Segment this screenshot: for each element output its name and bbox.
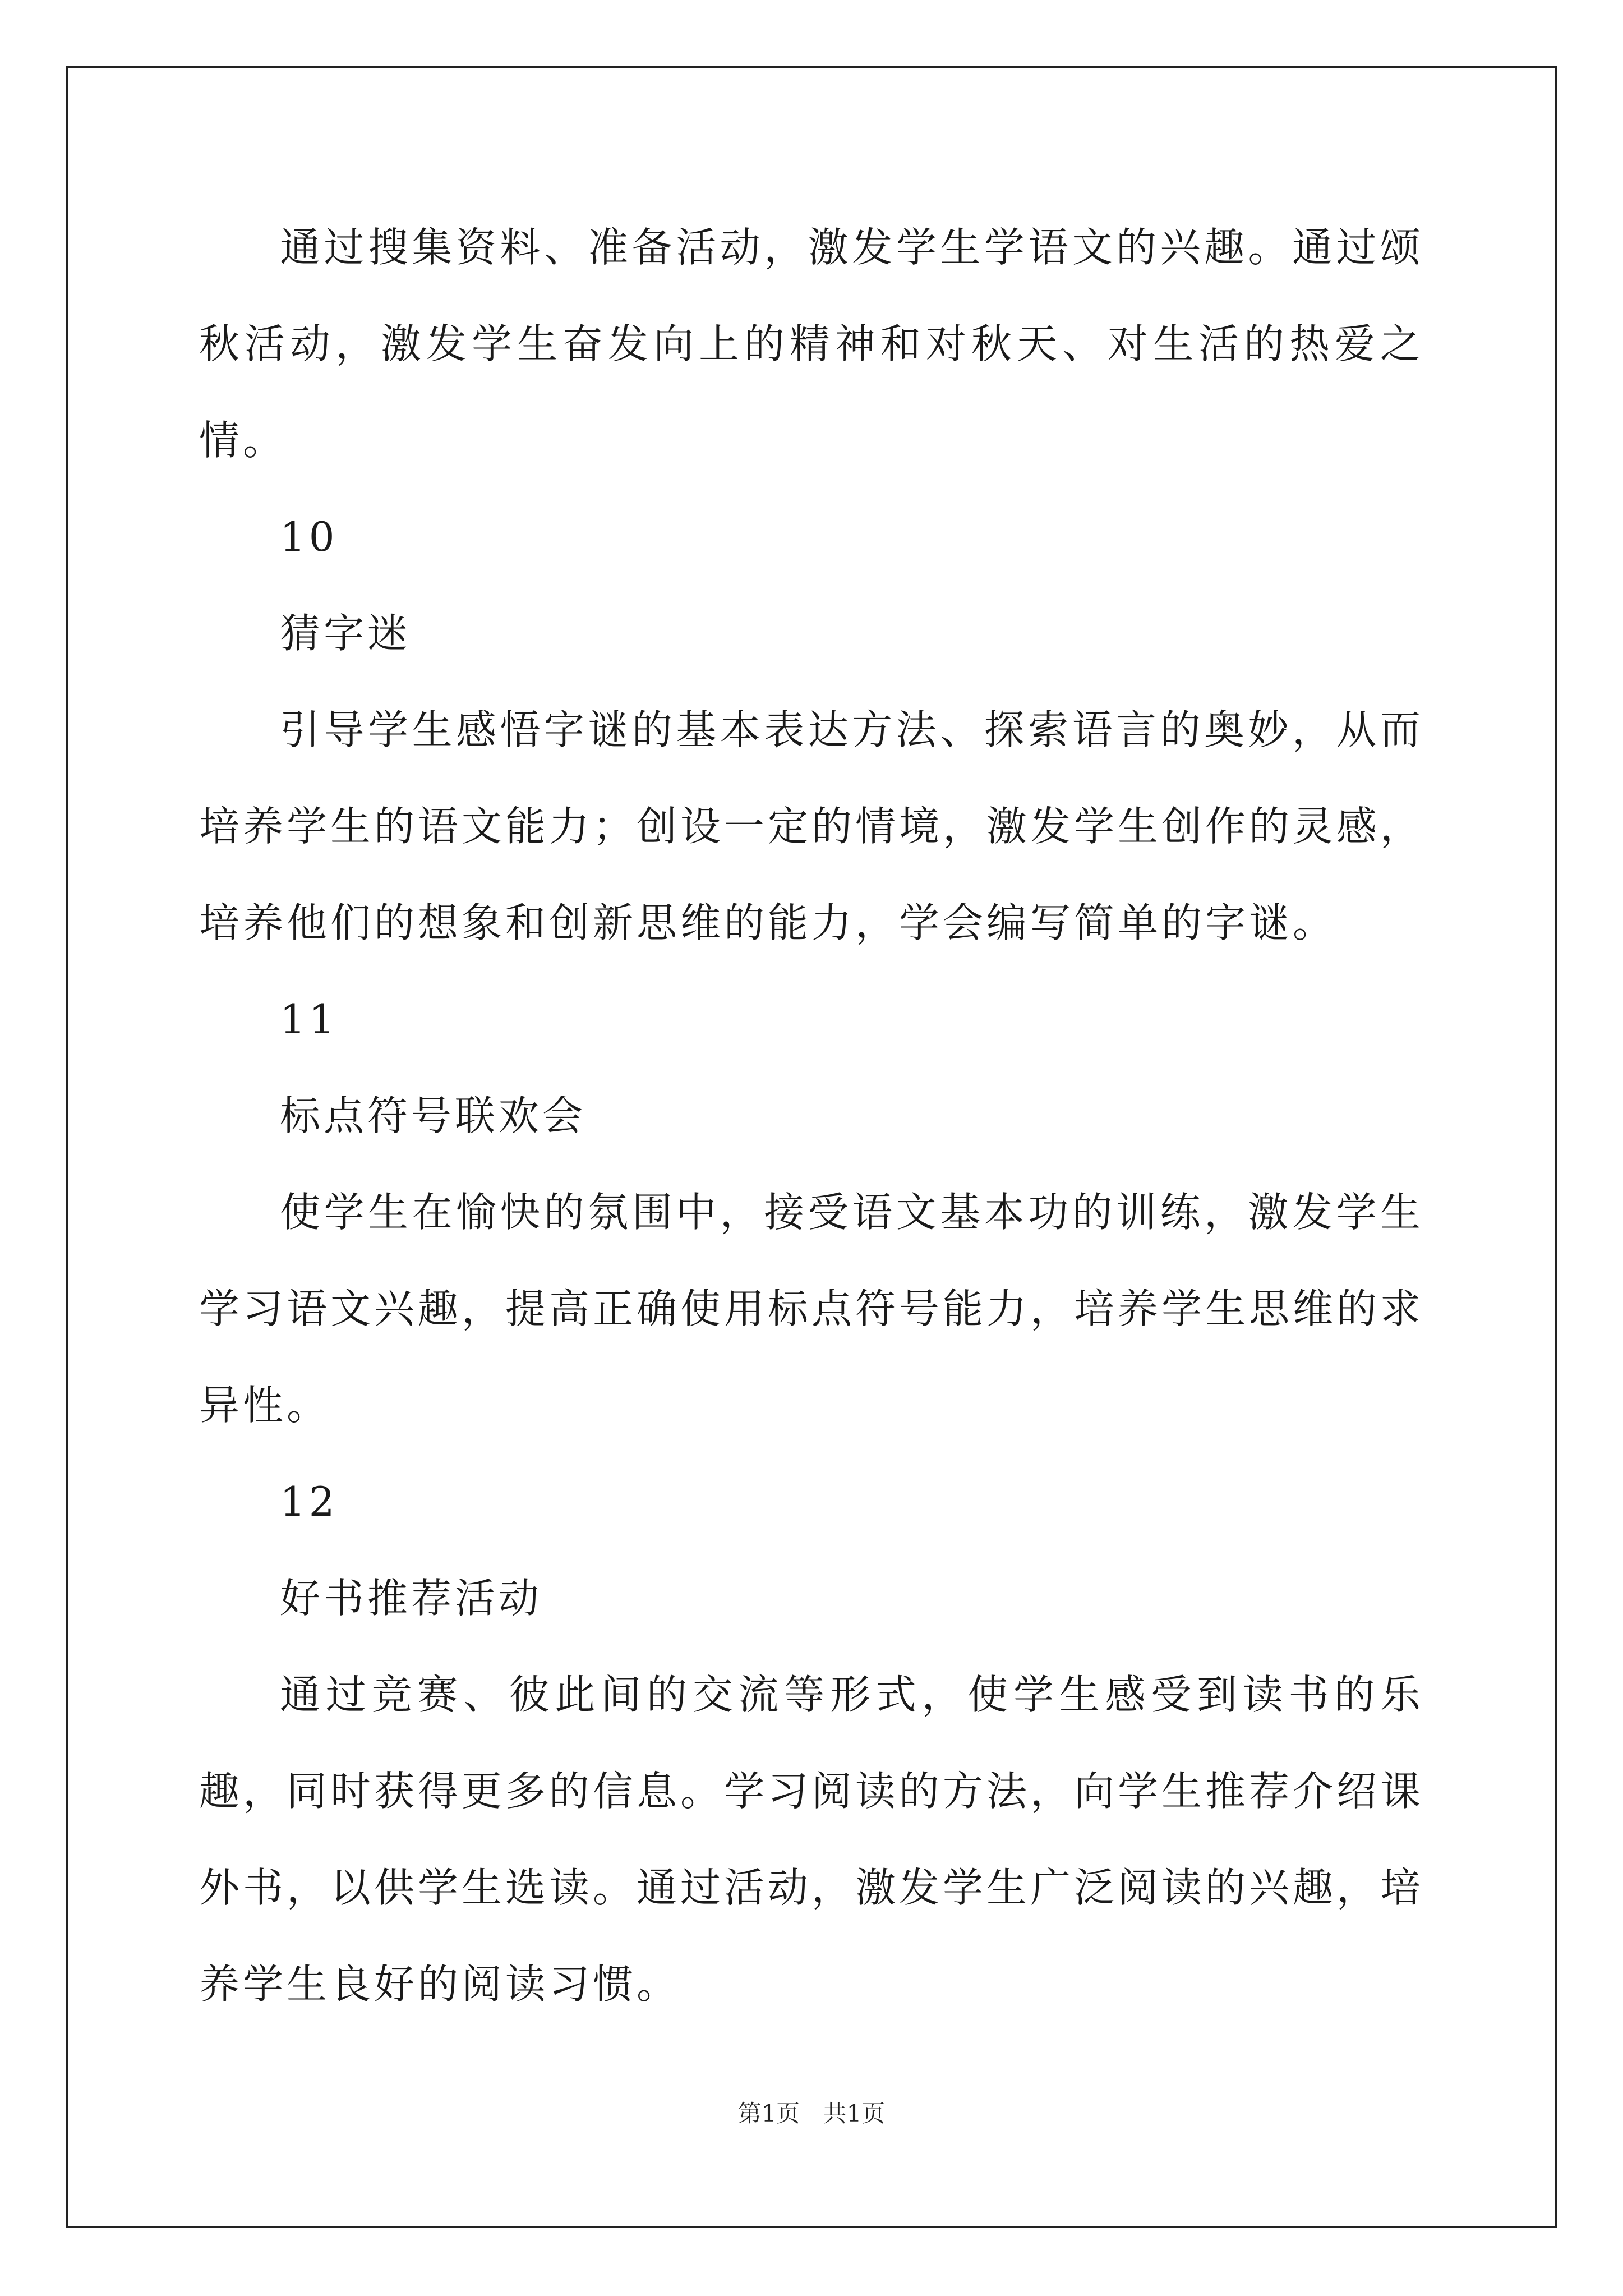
paragraph-riddles: 引导学生感悟字谜的基本表达方法、探索语言的奥妙，从而培养学生的语文能力；创设一定的情境，激发学生创作的灵感，培养他们的想象和创新思维的能力，学会编写简单的字谜。 (199, 706, 1424, 946)
section-title-book-recommendation: 好书推荐活动 (280, 1575, 543, 1622)
paragraph-intro: 通过搜集资料、准备活动，激发学生学语文的兴趣。通过颂秋活动，激发学生奋发向上的精神和对秋天、对生活的热爱之情。 (199, 224, 1424, 464)
section-title-riddles: 猜字迷 (280, 610, 412, 657)
document-body (199, 199, 1424, 2032)
page-footer (0, 2097, 1623, 2131)
page-total: 共1页 (823, 2100, 886, 2127)
section-number-10: 10 (280, 513, 338, 560)
paragraph-book-recommendation: 通过竞赛、彼此间的交流等形式，使学生感受到读书的乐趣，同时获得更多的信息。学习阅读的方法，向学生推荐介绍课外书，以供学生选读。通过活动，激发学生广泛阅读的兴趣，培养学生良好的阅读习惯。 (199, 1671, 1424, 2008)
section-number-12: 12 (280, 1478, 338, 1525)
section-number-11: 11 (280, 996, 338, 1043)
page-number: 第1页 (737, 2100, 800, 2127)
section-title-punctuation: 标点符号联欢会 (280, 1092, 587, 1139)
paragraph-punctuation: 使学生在愉快的氛围中，接受语文基本功的训练，激发学生学习语文兴趣，提高正确使用标点符号能力，培养学生思维的求异性。 (199, 1189, 1424, 1429)
